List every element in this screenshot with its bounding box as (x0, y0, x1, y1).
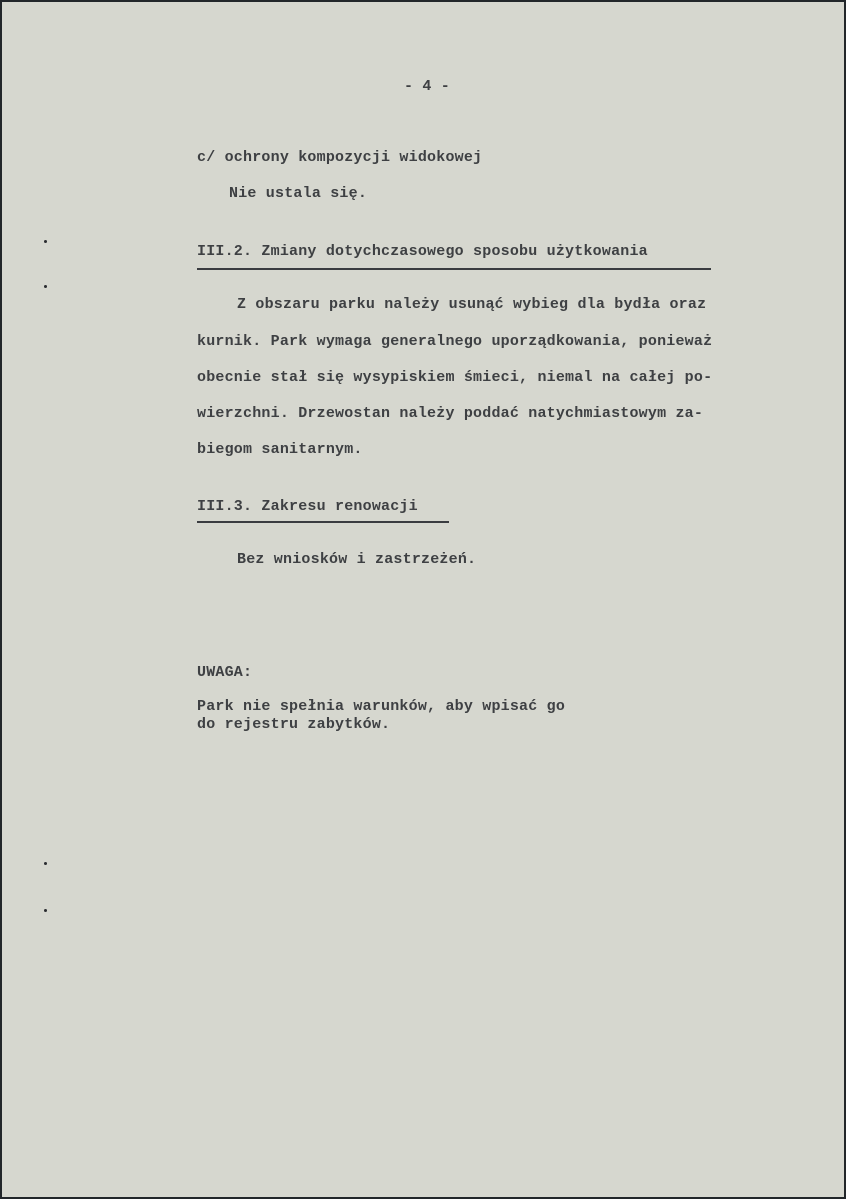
section-c-heading: c/ ochrony kompozycji widokowej (197, 149, 483, 166)
margin-dot (44, 862, 47, 865)
margin-dot (44, 909, 47, 912)
page-number: - 4 - (404, 78, 451, 95)
note-line: Park nie spełnia warunków, aby wpisać go (197, 698, 566, 715)
section-c-text: Nie ustala się. (229, 185, 368, 202)
section-iii2-line: Z obszaru parku należy usunąć wybieg dla bydła oraz (237, 296, 707, 313)
section-iii2-line: kurnik. Park wymaga generalnego uporządkowania, ponieważ (197, 333, 713, 350)
margin-dot (44, 240, 47, 243)
margin-dot (44, 285, 47, 288)
section-iii3-heading: III.3. Zakresu renowacji (197, 498, 418, 515)
section-iii2-line: obecnie stał się wysypiskiem śmieci, niemal na całej po- (197, 369, 713, 386)
section-iii2-heading: III.2. Zmiany dotychczasowego sposobu użytkowania (197, 243, 648, 260)
section-iii3-text: Bez wniosków i zastrzeżeń. (237, 551, 477, 568)
section-iii2-underline (197, 268, 711, 270)
note-line: do rejestru zabytków. (197, 716, 391, 733)
section-iii2-line: wierzchni. Drzewostan należy poddać natychmiastowym za- (197, 405, 704, 422)
section-iii2-line: biegom sanitarnym. (197, 441, 363, 458)
section-iii3-underline (197, 521, 449, 523)
note-label: UWAGA: (197, 664, 253, 681)
